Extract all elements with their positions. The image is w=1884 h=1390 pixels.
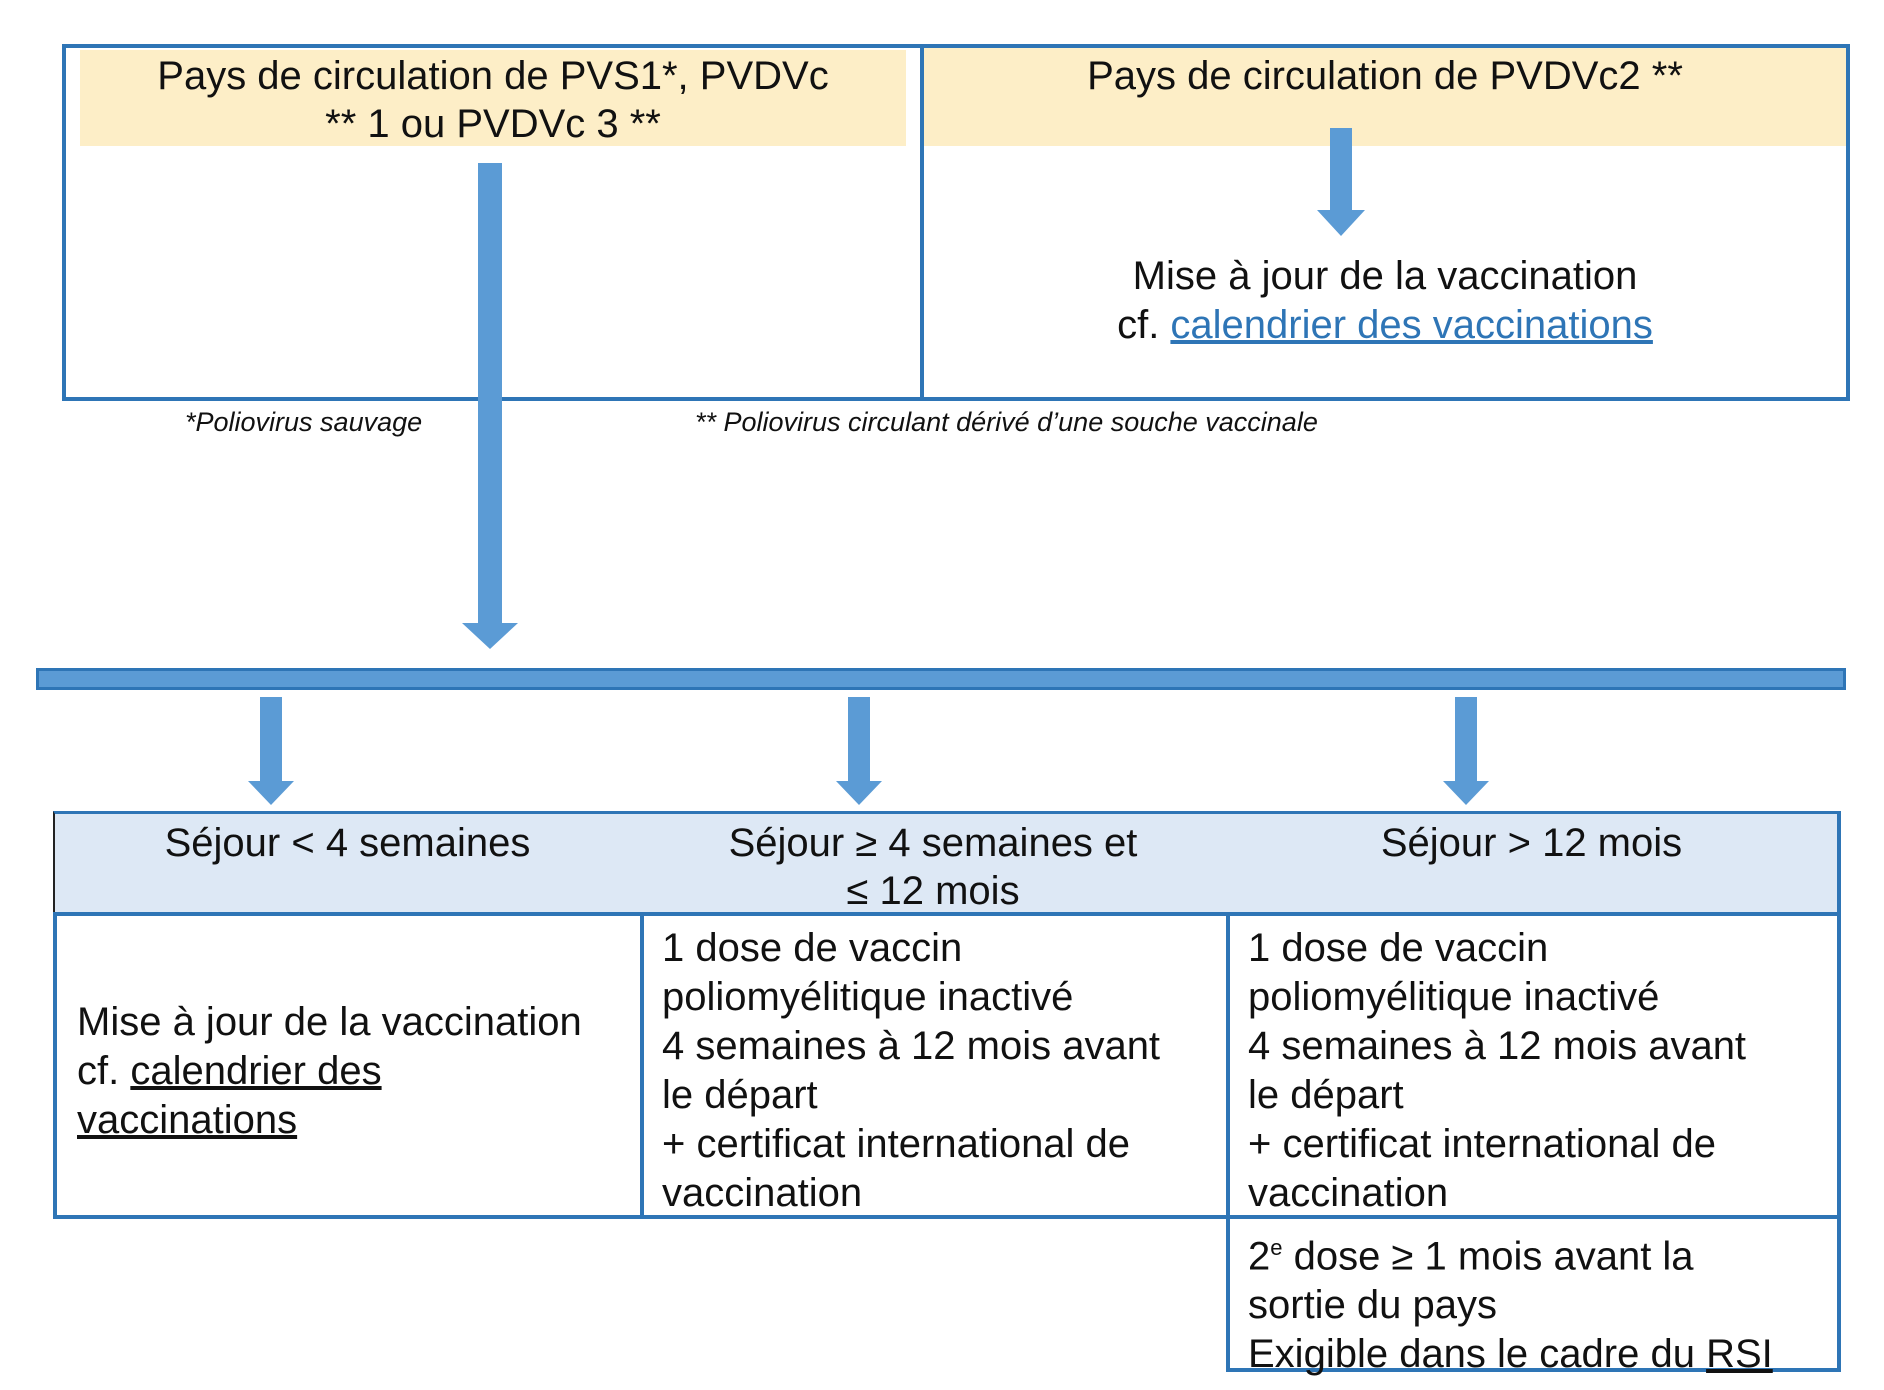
col3-line3: 4 semaines à 12 mois avant (1248, 1024, 1747, 1068)
col1-calendar-link[interactable]: calendrier des vaccinations (77, 1049, 382, 1142)
col2-line1: 1 dose de vaccin (662, 926, 963, 970)
top-left-header-band (80, 50, 906, 146)
col2-body (662, 924, 1222, 1218)
col3-line5: + certificat international de (1248, 1122, 1717, 1166)
arrow-col1-head (248, 781, 294, 805)
col2-header-cell (640, 811, 1228, 914)
second-dose-rest: dose ≥ 1 mois avant la (1282, 1234, 1694, 1279)
top-right-body-line2 (924, 301, 1846, 350)
arrow-col3-head (1443, 781, 1489, 805)
calendar-link[interactable]: calendrier des vaccinations (1170, 303, 1653, 347)
arrow-main-shaft (478, 163, 502, 625)
col2-line3: 4 semaines à 12 mois avant (662, 1024, 1161, 1068)
col2-line6: vaccination (662, 1171, 863, 1215)
arrow-col1-shaft (260, 697, 282, 783)
col2-header: Séjour ≥ 4 semaines et ≤ 12 mois (728, 821, 1138, 913)
second-dose-line1 (1248, 1223, 1833, 1281)
col1-header-cell (53, 811, 642, 914)
top-right-header: Pays de circulation de PVDVc2 ** (1087, 54, 1683, 98)
arrow-top-right-head (1317, 210, 1365, 236)
arrow-col3-shaft (1455, 697, 1477, 783)
arrow-col2-head (836, 781, 882, 805)
col3-header: Séjour > 12 mois (1380, 821, 1683, 865)
second-dose-line3 (1248, 1330, 1833, 1379)
col3-line6: vaccination (1248, 1171, 1449, 1215)
col1-body-line1: Mise à jour de la vaccination (77, 1000, 582, 1044)
col1-header: Séjour < 4 semaines (164, 821, 531, 865)
top-right-body (924, 252, 1846, 350)
footnote-wild-poliovirus: *Poliovirus sauvage (185, 407, 423, 437)
top-right-header-band (924, 48, 1846, 146)
col2-line5: + certificat international de (662, 1122, 1131, 1166)
col3-second-dose-cell (1226, 1215, 1841, 1377)
col1-body-line2 (77, 1047, 477, 1145)
second-dose-prefix: Exigible dans le cadre du (1248, 1332, 1707, 1377)
arrow-main-head (462, 623, 518, 649)
arrow-col2-shaft (848, 697, 870, 783)
arrow-top-right-shaft (1330, 128, 1352, 212)
col2-body-cell (640, 912, 1230, 1219)
second-dose-number: 2 (1248, 1234, 1271, 1279)
col1-body (77, 998, 637, 1145)
col3-line1: 1 dose de vaccin (1248, 926, 1549, 970)
col3-line2: poliomyélitique inactivé (1248, 975, 1660, 1019)
top-right-body-prefix: cf. (1117, 303, 1171, 347)
col2-line2: poliomyélitique inactivé (662, 975, 1074, 1019)
col3-body (1248, 924, 1833, 1218)
rsi-link[interactable]: RSI (1706, 1332, 1773, 1377)
top-right-body-line1: Mise à jour de la vaccination (1132, 254, 1638, 298)
second-dose-sup: e (1270, 1235, 1283, 1260)
footnote-vaccine-derived: ** Poliovirus circulant dérivé d’une souche vaccinale (695, 407, 1318, 437)
second-dose-body (1248, 1223, 1833, 1379)
col3-line4: le départ (1248, 1073, 1404, 1117)
distribution-bar (36, 668, 1846, 690)
col3-header-cell (1226, 811, 1841, 914)
col1-body-cell (53, 912, 644, 1219)
col1-body-prefix: cf. (77, 1049, 131, 1093)
col2-line4: le départ (662, 1073, 818, 1117)
second-dose-line2: sortie du pays (1248, 1283, 1498, 1328)
top-left-header: Pays de circulation de PVS1*, PVDVc ** 1 ou PVDVc 3 ** (157, 54, 829, 146)
col3-body-cell (1226, 912, 1841, 1219)
